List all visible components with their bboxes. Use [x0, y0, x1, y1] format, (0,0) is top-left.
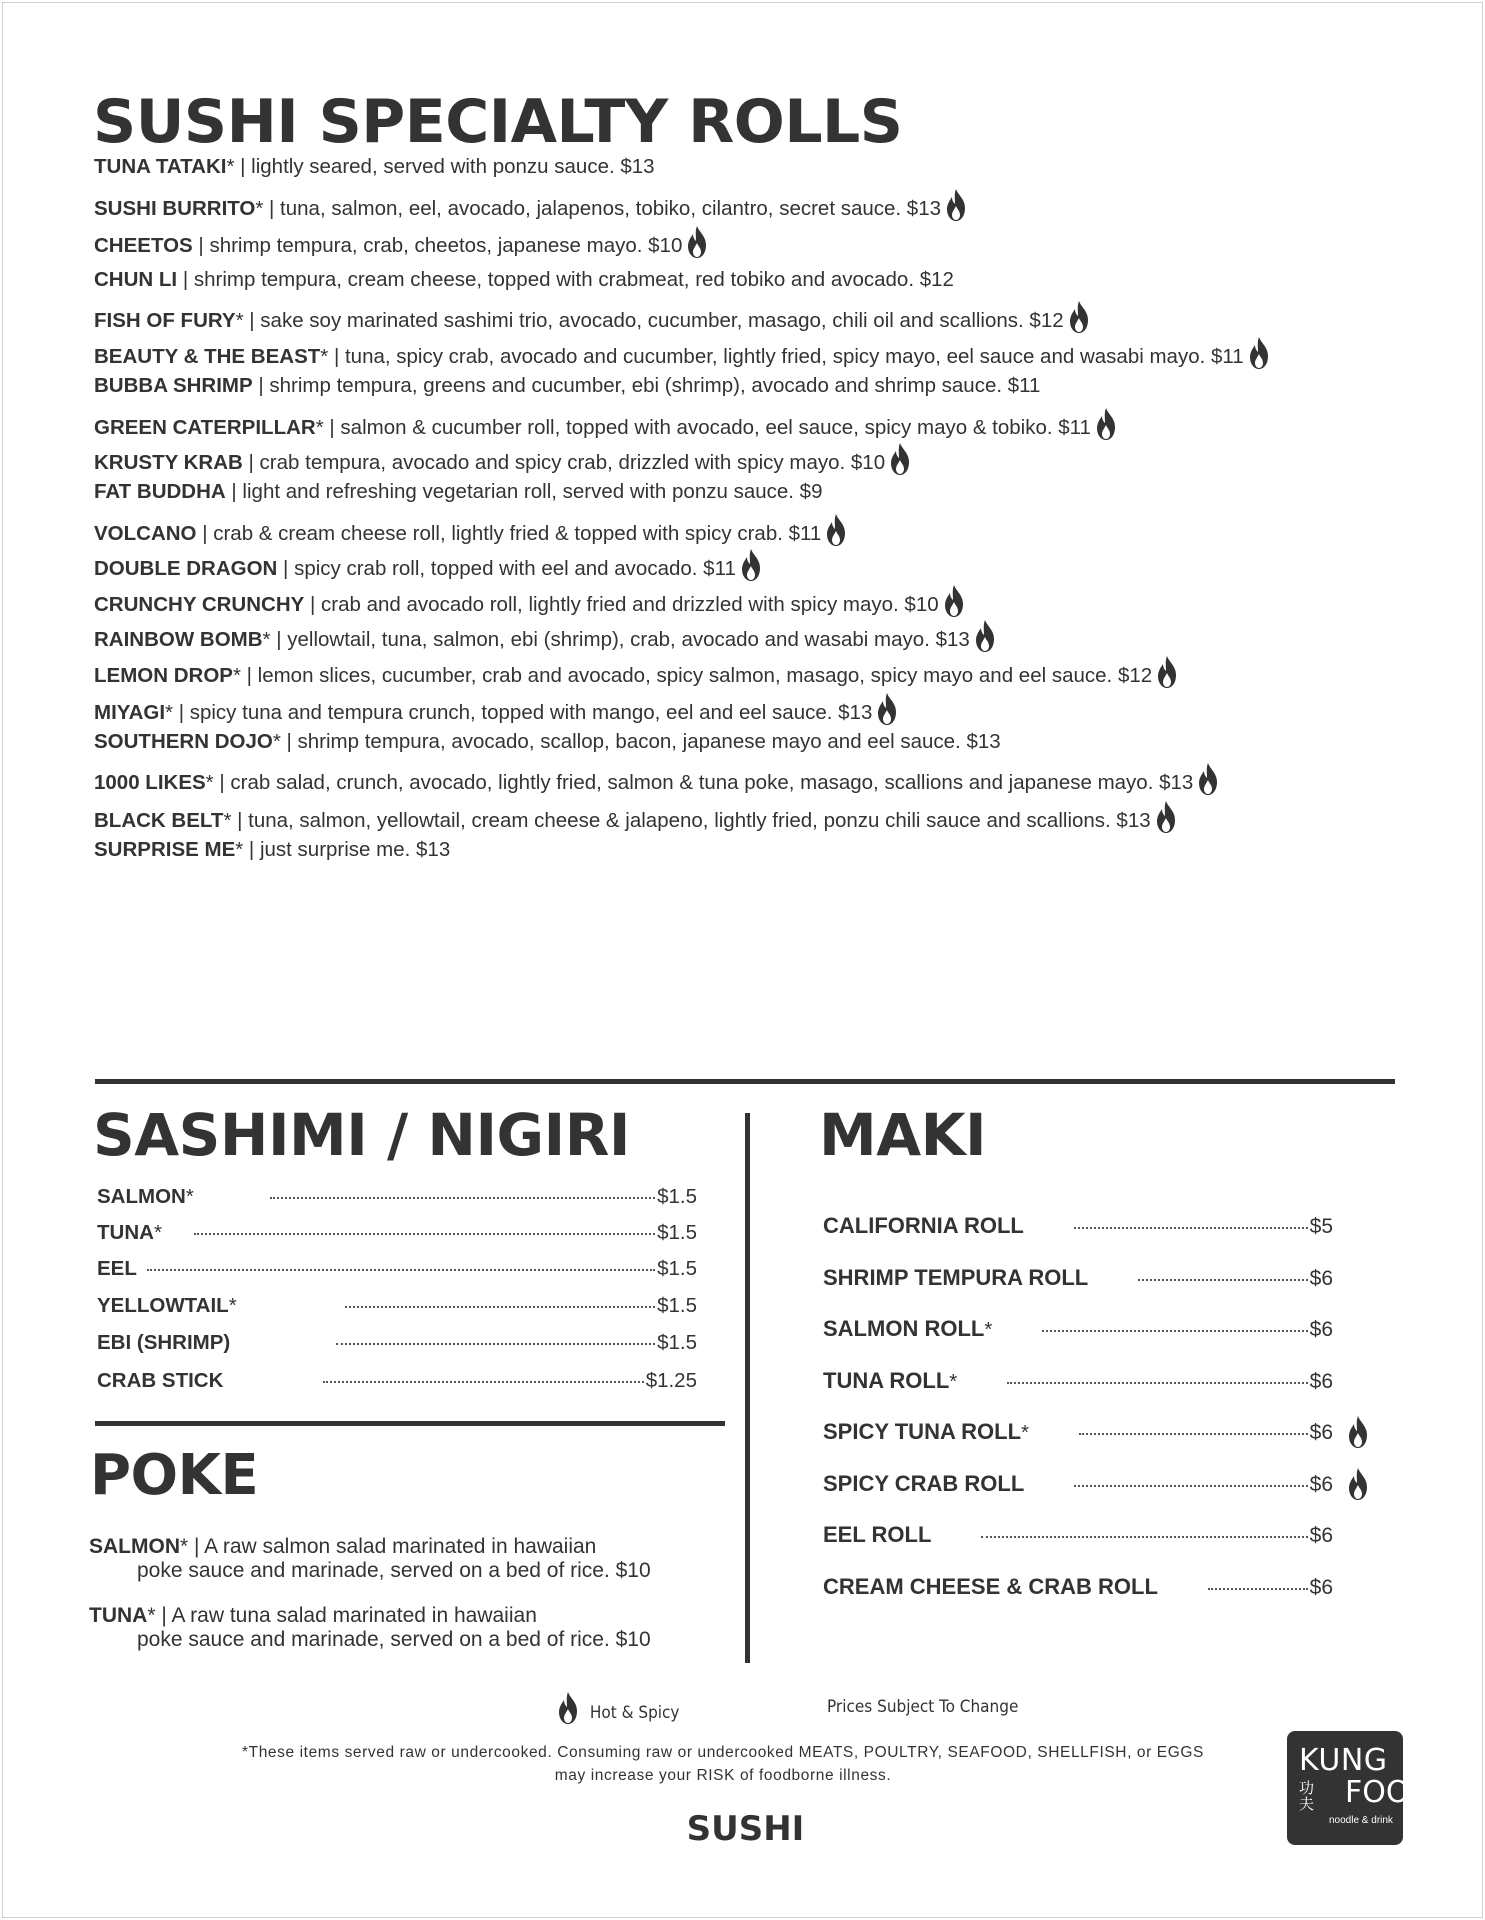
raw-food-disclaimer [153, 1741, 1293, 1787]
flame-icon [740, 548, 762, 582]
roll-description: | shrimp tempura, avocado, scallop, bacon, japanese mayo and eel sauce. $13 [280, 730, 1001, 753]
raw-mark: * [228, 1294, 237, 1317]
raw-mark: * [262, 628, 271, 651]
sashimi-item [97, 1185, 697, 1215]
roll-description: | yellowtail, tuna, salmon, ebi (shrimp), crab, avocado and wasabi mayo. $13 [270, 628, 970, 651]
roll-name: 1000 LIKES [94, 771, 206, 794]
maki-title: MAKI [819, 1101, 987, 1169]
flame-icon [1095, 407, 1117, 441]
specialty-roll-item [94, 835, 450, 865]
roll-name: TUNA TATAKI [94, 155, 227, 178]
dot-leader [1042, 1330, 1307, 1332]
sashimi-item-price: $1.5 [657, 1294, 697, 1317]
specialty-roll-item [94, 619, 996, 649]
raw-mark: * [949, 1370, 958, 1393]
prices-note: Prices Subject To Change [827, 1697, 1019, 1717]
flame-icon [943, 584, 965, 618]
roll-description: | shrimp tempura, cream cheese, topped with crabmeat, red tobiko and avocado. $12 [177, 268, 954, 291]
logo-word-2: FOO [1345, 1775, 1410, 1810]
poke-item-name: TUNA [89, 1604, 148, 1627]
flame-icon [1347, 1467, 1369, 1501]
poke-item-name: SALMON [89, 1535, 180, 1558]
specialty-roll-item [94, 727, 1001, 757]
dot-leader [1007, 1382, 1307, 1384]
roll-description: | shrimp tempura, crab, cheetos, japanese mayo. $10 [192, 234, 683, 257]
poke-item-desc-cont: poke sauce and marinade, served on a bed of rice. $10 [137, 1628, 651, 1651]
sashimi-item [97, 1221, 697, 1251]
roll-description: | salmon & cucumber roll, topped with avocado, eel sauce, spicy mayo & tobiko. $11 [323, 416, 1091, 439]
specialty-roll-item [94, 300, 1090, 330]
roll-description: | crab & cream cheese roll, lightly fried & topped with spicy crab. $11 [196, 522, 822, 545]
roll-description: | crab tempura, avocado and spicy crab, drizzled with spicy mayo. $10 [242, 451, 886, 474]
dot-leader [1079, 1433, 1308, 1435]
roll-name: GREEN CATERPILLAR [94, 416, 316, 439]
specialty-roll-item [94, 371, 1040, 401]
flame-icon [686, 225, 708, 259]
maki-item-name: SPICY TUNA ROLL [823, 1419, 1022, 1444]
poke-divider [95, 1421, 725, 1426]
roll-name: CHEETOS [94, 234, 193, 257]
raw-mark: * [235, 838, 244, 861]
dot-leader [323, 1381, 643, 1383]
poke-item-desc-cont: poke sauce and marinade, served on a bed of rice. $10 [137, 1559, 651, 1582]
specialty-roll-item [94, 152, 655, 182]
dot-leader [1074, 1485, 1307, 1487]
flame-icon [876, 692, 898, 726]
dot-leader [1074, 1227, 1308, 1229]
maki-item [823, 1265, 1333, 1295]
maki-item [823, 1368, 1333, 1398]
roll-name: BUBBA SHRIMP [94, 374, 253, 397]
roll-description: | tuna, spicy crab, avocado and cucumber, lightly fried, spicy mayo, eel sauce and wasabi mayo. $11 [328, 345, 1244, 368]
flame-icon [1248, 336, 1270, 370]
spicy-legend [553, 1691, 679, 1725]
sashimi-nigiri-title: SASHIMI / NIGIRI [93, 1101, 630, 1169]
raw-mark: * [272, 730, 281, 753]
dot-leader [345, 1306, 655, 1308]
roll-name: FISH OF FURY [94, 309, 236, 332]
maki-item [823, 1316, 1333, 1346]
sashimi-item-name: YELLOWTAIL [97, 1294, 229, 1317]
maki-item-price: $6 [1309, 1370, 1333, 1393]
maki-item-price: $6 [1309, 1421, 1333, 1444]
specialty-roll-item [94, 265, 954, 295]
raw-mark: * [205, 771, 214, 794]
maki-item [823, 1419, 1333, 1449]
specialty-roll-item [94, 762, 1219, 792]
roll-description: | crab salad, crunch, avocado, lightly fried, salmon & tuna poke, masago, scallions and japanese mayo. $13 [213, 771, 1194, 794]
specialty-roll-item [94, 336, 1270, 366]
raw-mark: * [255, 197, 264, 220]
kung-foo-logo [1287, 1731, 1410, 1845]
specialty-rolls-title: SUSHI SPECIALTY ROLLS [93, 87, 903, 157]
sashimi-item-price: $1.5 [657, 1331, 697, 1354]
poke-item-salmon [89, 1535, 689, 1583]
maki-item-name: CREAM CHEESE & CRAB ROLL [823, 1574, 1158, 1599]
maki-item-price: $5 [1309, 1215, 1333, 1238]
poke-item-desc: | A raw tuna salad marinated in hawaiian [155, 1604, 537, 1627]
sashimi-item [97, 1294, 697, 1324]
spicy-legend-label: Hot & Spicy [589, 1703, 680, 1723]
roll-name: SURPRISE ME [94, 838, 236, 861]
specialty-roll-item [94, 225, 708, 255]
roll-description: | just surprise me. $13 [243, 838, 451, 861]
dot-leader [194, 1233, 655, 1235]
dot-leader [981, 1536, 1307, 1538]
dot-leader [147, 1269, 655, 1271]
specialty-roll-item [94, 692, 898, 722]
roll-description: | spicy crab roll, topped with eel and avocado. $11 [277, 557, 736, 580]
dot-leader [1138, 1279, 1307, 1281]
maki-item-name: SHRIMP TEMPURA ROLL [823, 1265, 1089, 1290]
roll-name: BEAUTY & THE BEAST [94, 345, 321, 368]
roll-name: VOLCANO [94, 522, 197, 545]
roll-description: | light and refreshing vegetarian roll, served with ponzu sauce. $9 [225, 480, 823, 503]
flame-icon [1197, 762, 1219, 796]
logo-word-1: KUNG [1299, 1743, 1388, 1778]
roll-name: CRUNCHY CRUNCHY [94, 593, 305, 616]
specialty-roll-item [94, 442, 911, 472]
footer-section-label: SUSHI [686, 1809, 805, 1849]
roll-description: | spicy tuna and tempura crunch, topped with mango, eel and eel sauce. $13 [173, 701, 873, 724]
raw-mark: * [320, 345, 329, 368]
roll-name: RAINBOW BOMB [94, 628, 263, 651]
raw-mark: * [984, 1318, 993, 1341]
maki-item-price: $6 [1309, 1318, 1333, 1341]
sashimi-item-name: EBI (SHRIMP) [97, 1331, 231, 1354]
sashimi-item-price: $1.5 [657, 1185, 697, 1208]
poke-item-desc: | A raw salmon salad marinated in hawaiian [188, 1535, 597, 1558]
logo-tagline: noodle & drink [1329, 1815, 1393, 1826]
disclaimer-line-2: may increase your RISK of foodborne illness. [554, 1767, 892, 1784]
roll-description: | crab and avocado roll, lightly fried and drizzled with spicy mayo. $10 [304, 593, 939, 616]
roll-name: MIYAGI [94, 701, 166, 724]
sashimi-item-price: $1.5 [657, 1257, 697, 1280]
flame-icon [889, 442, 911, 476]
roll-name: SOUTHERN DOJO [94, 730, 273, 753]
roll-name: CHUN LI [94, 268, 178, 291]
sashimi-item-name: CRAB STICK [97, 1369, 224, 1392]
raw-mark: * [165, 701, 173, 724]
maki-item-name: EEL ROLL [823, 1522, 932, 1547]
specialty-roll-item [94, 800, 1177, 830]
specialty-roll-item [94, 477, 822, 507]
roll-description: | shrimp tempura, greens and cucumber, ebi (shrimp), avocado and shrimp sauce. $11 [252, 374, 1041, 397]
raw-mark: * [153, 1221, 162, 1244]
raw-mark: * [232, 664, 241, 687]
raw-mark: * [223, 809, 232, 832]
maki-item [823, 1471, 1333, 1501]
menu-page [2, 2, 1483, 1918]
sashimi-item-name: SALMON [97, 1185, 186, 1208]
flame-icon [974, 619, 996, 653]
maki-item-price: $6 [1309, 1524, 1333, 1547]
sashimi-item [97, 1331, 697, 1361]
maki-item-price: $6 [1309, 1267, 1333, 1290]
specialty-roll-item [94, 548, 762, 578]
roll-name: KRUSTY KRAB [94, 451, 243, 474]
sashimi-item [97, 1257, 697, 1287]
raw-mark: * [226, 155, 235, 178]
specialty-roll-item [94, 655, 1178, 685]
flame-icon [1347, 1415, 1369, 1449]
roll-name: BLACK BELT [94, 809, 224, 832]
raw-mark: * [180, 1535, 189, 1558]
roll-description: | lightly seared, served with ponzu sauce. $13 [234, 155, 655, 178]
flame-icon [557, 1691, 579, 1725]
sashimi-item-name: EEL [97, 1257, 137, 1280]
maki-item-name: TUNA ROLL [823, 1368, 950, 1393]
maki-item-name: CALIFORNIA ROLL [823, 1213, 1024, 1238]
roll-description: | sake soy marinated sashimi trio, avocado, cucumber, masago, chili oil and scallions. $12 [243, 309, 1064, 332]
specialty-roll-item [94, 584, 965, 614]
flame-icon [1155, 800, 1177, 834]
specialty-roll-item [94, 407, 1117, 437]
disclaimer-line-1: *These items served raw or undercooked. Consuming raw or undercooked MEATS, POULTRY, SEAFOOD, SHELLFISH, or EGGS [242, 1744, 1204, 1761]
maki-item [823, 1574, 1333, 1604]
sashimi-item [97, 1369, 697, 1399]
flame-icon [945, 188, 967, 222]
flame-icon [825, 513, 847, 547]
flame-icon [1068, 300, 1090, 334]
maki-item-price: $6 [1309, 1576, 1333, 1599]
roll-name: SUSHI BURRITO [94, 197, 256, 220]
roll-name: DOUBLE DRAGON [94, 557, 278, 580]
specialty-roll-item [94, 513, 847, 543]
sashimi-item-price: $1.5 [657, 1221, 697, 1244]
logo-glyph: 功夫 [1299, 1780, 1315, 1813]
specialty-roll-item [94, 188, 967, 218]
roll-description: | tuna, salmon, yellowtail, cream cheese & jalapeno, lightly fried, ponzu chili sauce and scallions. $13 [231, 809, 1151, 832]
roll-description: | lemon slices, cucumber, crab and avocado, spicy salmon, masago, spicy mayo and eel sauce. $12 [240, 664, 1153, 687]
raw-mark: * [147, 1604, 156, 1627]
sashimi-item-name: TUNA [97, 1221, 154, 1244]
raw-mark: * [1021, 1421, 1029, 1444]
column-divider [745, 1113, 750, 1663]
maki-item [823, 1522, 1333, 1552]
roll-name: LEMON DROP [94, 664, 233, 687]
poke-title: POKE [90, 1443, 259, 1508]
raw-mark: * [185, 1185, 194, 1208]
sashimi-item-price: $1.25 [645, 1369, 697, 1392]
roll-name: FAT BUDDHA [94, 480, 226, 503]
maki-item-price: $6 [1309, 1473, 1333, 1496]
roll-description: | tuna, salmon, eel, avocado, jalapenos, tobiko, cilantro, secret sauce. $13 [263, 197, 942, 220]
poke-item-tuna [89, 1604, 689, 1652]
maki-item-name: SALMON ROLL [823, 1316, 985, 1341]
raw-mark: * [235, 309, 244, 332]
raw-mark: * [315, 416, 324, 439]
section-divider [95, 1079, 1395, 1084]
flame-icon [1156, 655, 1178, 689]
dot-leader [270, 1197, 655, 1199]
dot-leader [336, 1343, 655, 1345]
maki-item [823, 1213, 1333, 1243]
dot-leader [1208, 1588, 1308, 1590]
maki-item-name: SPICY CRAB ROLL [823, 1471, 1025, 1496]
